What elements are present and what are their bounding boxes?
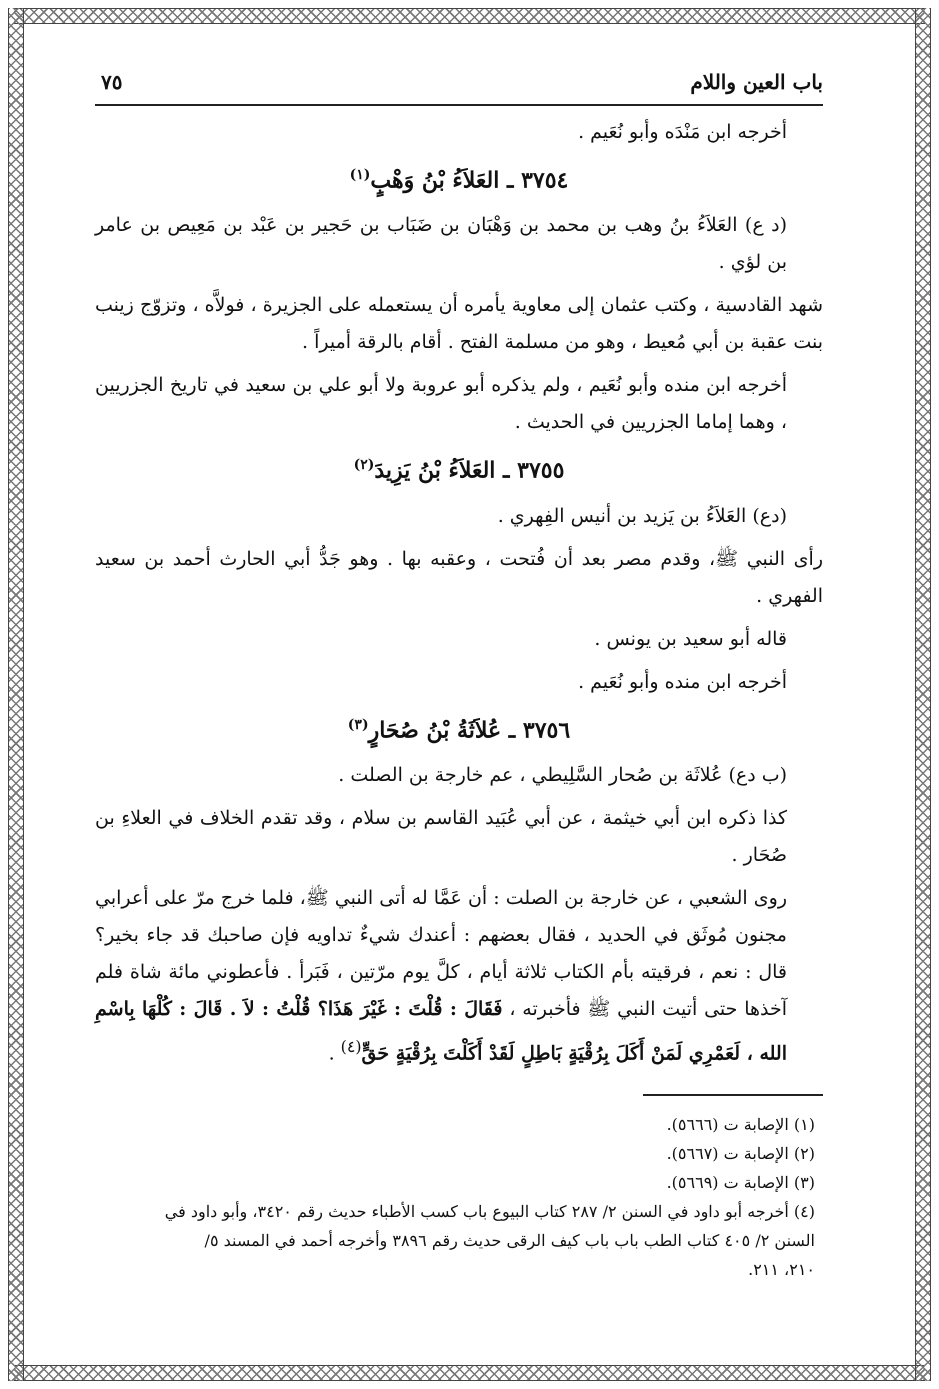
paragraph: قاله أبو سعيد بن يونس .: [594, 627, 787, 650]
entry-title-3755: [95, 447, 823, 489]
running-title: باب العين واللام: [690, 70, 823, 94]
footnote-continuation: السنن ٢/ ٤٠٥ كتاب الطب باب باب كيف الرقى حديث رقم ٣٨٩٦ وأخرجه أحمد في المسند ٥/: [204, 1231, 815, 1251]
footnote-ref: (٢): [353, 457, 375, 474]
entry-title-text: ٣٧٥٤ ـ العَلاَءُ بْنُ وَهْبٍ: [370, 167, 569, 194]
paragraph: (دع) العَلاَءُ بن يَزيد بن أنيس الفِهري .: [497, 504, 787, 527]
page: [95, 60, 823, 1284]
paragraph: شهد القادسية ، وكتب عثمان إلى معاوية يأمره أن يستعمله على الجزيرة ، فولاَّه ، وتزوّج زينب بنت عقبة بن أبي مُعيط ، وهو من مسلمة الفتح . أقام بالرقة أميراً .: [95, 294, 823, 354]
footnote: (٢) الإصابة ت (٥٦٦٧).: [666, 1144, 815, 1164]
left-ornament-border: [8, 8, 24, 1381]
paragraph: أخرجه ابن منده وأبو نُعَيم .: [578, 670, 787, 693]
footnote-ref: (١): [349, 167, 371, 183]
top-ornament-border: [14, 8, 925, 24]
footnote-continuation: ٢١٠، ٢١١.: [748, 1260, 815, 1280]
footnote: (٤) أخرجه أبو داود في السنن ٢/ ٢٨٧ كتاب البيوع باب كسب الأطباء حديث رقم ٣٤٢٠، وأبو داود في: [164, 1202, 815, 1222]
page-body: [95, 114, 823, 1072]
paragraph: (ب دع) عُلاثَة بن صُحار السَّلِيطي ، عم خارجة بن الصلت .: [338, 763, 787, 786]
paragraph: أخرجه ابن منده وأبو نُعَيم ، ولم يذكره أبو عروبة ولا أبو علي بن سعيد في تاريخ الجزريين ، وهما إماما الجزريين في الحديث .: [95, 374, 787, 434]
footnote: (١) الإصابة ت (٥٦٦٦).: [666, 1115, 815, 1135]
footnote: (٣) الإصابة ت (٥٦٦٩).: [666, 1173, 815, 1193]
entry-title-3756: [95, 707, 823, 749]
page-header: [95, 60, 823, 106]
entry-title-3754: [95, 157, 823, 199]
paragraph: (د ع) العَلاَءُ بنُ وهب بن محمد بن وَهْبَان بن ضَبَاب بن حَجير بن عَبْد بن مَعِيص بن عامر بن لؤي .: [95, 214, 787, 274]
hadith-text: فَقَالَ : قُلْتَ : غَيْرَ هَذَا؟ قُلْتُ : لاَ . قَالَ : كُلْهَا بِاسْمِ الله ، لَعَمْرِي لَمَنْ أَكَلَ بِرُقْيَةٍ بَاطِلٍ لَقَدْ أَكَلْتَ بِرُقْيَةٍ حَقٍّ: [95, 997, 787, 1065]
footnotes: [95, 1110, 823, 1284]
paragraph: روى الشعبي ، عن خارجة بن الصلت : أن عَمَّا له أتى النبي ﷺ، فلما خرج مرّ على أعرابي مجنون مُوثَق في الحديد ، فقال بعضهم : أعندك شيءٌ تداويه فإن صاحبك قد جاء بخير؟ قال : نعم ، فرقيته بأم الكتاب ثلاثة أيام ، كلَّ يوم مرّتين ، فَبَرأ . فأعطوني مائة شاة فلم آخذها حتى أتيت النبي ﷺ فأخبرته ، فَقَالَ : قُلْتَ : غَيْرَ هَذَا؟ قُلْتُ : لاَ . قَالَ : كُلْهَا بِاسْمِ الله ، لَعَمْرِي لَمَنْ أَكَلَ بِرُقْيَةٍ بَاطِلٍ لَقَدْ أَكَلْتَ بِرُقْيَةٍ حَقٍّ$^{(٤)}$ .: [95, 886, 787, 1065]
paragraph: كذا ذكره ابن أبي خيثمة ، عن أبي عُبَيد القاسم بن سلام ، وقد تقدم الخلاف في العلاءِ بن صُحَار .: [95, 806, 787, 866]
footnote-ref: (٣): [347, 716, 369, 733]
right-ornament-border: [915, 8, 931, 1381]
entry-title-text: ٣٧٥٥ ـ العَلاَءُ بْنُ يَزِيدَ: [374, 457, 565, 484]
entry-title-text: ٣٧٥٦ ـ عُلاَثَةُ بْنُ صُحَارٍ: [368, 716, 571, 743]
paragraph: رأى النبي ﷺ، وقدم مصر بعد أن فُتحت ، وعقبه بها . وهو جَدُّ أبي الحارث أحمد بن سعيد الفهري .: [95, 547, 823, 607]
hadith-narration: روى الشعبي ، عن خارجة بن الصلت : أن عَمَّا له أتى النبي ﷺ، فلما خرج مرّ على أعرابي مجنون مُوثَق في الحديد ، فقال بعضهم : أعندك شيءٌ تداويه فإن صاحبك قد جاء بخير؟ قال : نعم ، فرقيته بأم الكتاب ثلاثة أيام ، كلَّ يوم مرّتين ، فَبَرأ . فأعطوني مائة شاة فلم آخذها حتى أتيت النبي ﷺ فأخبرته ،: [95, 886, 787, 1020]
footnote-ref: (٤): [340, 1036, 362, 1056]
page-number: ٧٥: [101, 70, 123, 94]
bottom-ornament-border: [14, 1365, 925, 1381]
paragraph: أخرجه ابن مَنْدَه وأبو نُعَيم .: [578, 121, 787, 143]
footnote-divider: [643, 1094, 823, 1096]
